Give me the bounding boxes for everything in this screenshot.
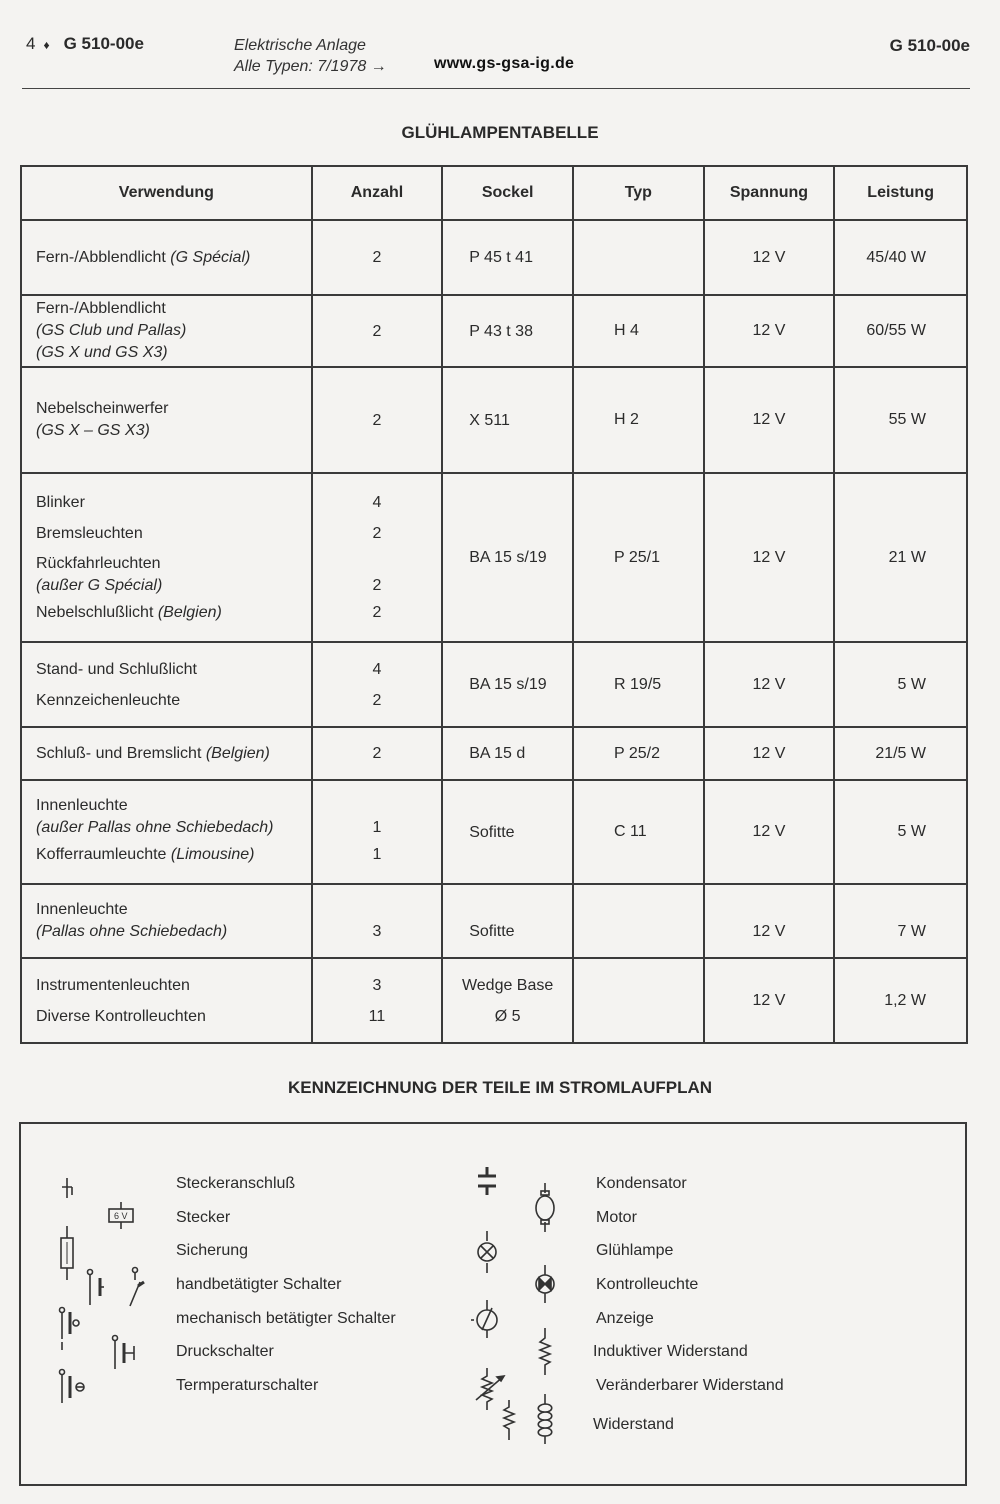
count-value: 2 [372, 604, 382, 621]
use-text: Nebelscheinwerfer [36, 400, 169, 417]
capacitor-icon [478, 1167, 496, 1195]
use-text: Kofferraumleuchte [36, 845, 171, 863]
count-value: 3 [372, 976, 382, 994]
sockel-value: BA 15 s/19 [469, 676, 547, 693]
count-value: 2 [372, 525, 382, 542]
cell-spannung: 12 V [704, 473, 835, 642]
use-note: (GS Club und Pallas) [36, 322, 187, 339]
plug-connection-icon [62, 1178, 72, 1198]
use-text: Fern-/Abblendlicht [36, 300, 166, 317]
types-line: Alle Typen: 7/1978 → [234, 58, 387, 75]
count-value: 2 [372, 249, 382, 266]
use-text: Blinker [36, 494, 85, 511]
cell-leistung: 21/5 W [834, 727, 967, 780]
cell-typ: H 4 [573, 295, 704, 367]
use-note: (Belgien) [205, 745, 270, 762]
cell-spannung: 12 V [704, 727, 835, 780]
sockel-value: P 45 t 41 [469, 249, 533, 266]
use-note: (Belgien) [157, 604, 222, 621]
cell-typ: R 19/5 [573, 642, 704, 727]
cell-leistung: 5 W [834, 642, 967, 727]
legend-label: Glühlampe [596, 1242, 674, 1259]
use-text: Instrumentenleuchten [36, 976, 190, 994]
manual-switch-icon [88, 1268, 145, 1307]
count-value: 1 [372, 845, 382, 863]
cell-typ: P 25/2 [573, 727, 704, 780]
use-text: Bremsleuchten [36, 525, 143, 542]
variable-resistor-icon [476, 1368, 504, 1410]
legend-label: Sicherung [176, 1242, 249, 1259]
plug-icon [109, 1202, 133, 1229]
legend-label: Stecker [176, 1209, 231, 1226]
use-note: (außer Pallas ohne Schiebedach) [36, 818, 274, 836]
count-value: 2 [372, 745, 382, 762]
legend-label: Anzeige [596, 1310, 654, 1327]
use-note: (Limousine) [170, 845, 255, 863]
legend-label: Termperaturschalter [176, 1377, 319, 1394]
legend-label: handbetätigter Schalter [176, 1276, 342, 1293]
legend-label: mechanisch betätigter Schalter [176, 1310, 396, 1327]
use-text: Diverse Kontrolleuchten [36, 1007, 206, 1025]
use-text: Rückfahrleuchten [36, 555, 161, 572]
count-value: 4 [372, 660, 382, 678]
doc-code-right: G 510-00e [889, 36, 970, 55]
cell-spannung: 12 V [704, 295, 835, 367]
use-text: Stand- und Schlußlicht [36, 660, 197, 678]
col-header: Typ [573, 166, 704, 220]
cell-leistung: 21 W [834, 473, 967, 642]
use-note: (außer G Spécial) [36, 577, 163, 594]
col-header: Sockel [442, 166, 573, 220]
fuse-icon [61, 1226, 73, 1280]
indicator-lamp-icon [536, 1265, 554, 1303]
legend-label: Steckeranschluß [176, 1175, 296, 1192]
legend-label: Kondensator [596, 1175, 687, 1192]
use-note: (GS X und GS X3) [36, 344, 168, 361]
count-value: 1 [372, 818, 382, 836]
motor-icon [536, 1183, 554, 1232]
use-text: Innenleuchte [36, 796, 128, 814]
legend-label: Widerstand [593, 1416, 674, 1433]
lamp-table-title: GLÜHLAMPENTABELLE [401, 123, 599, 142]
use-note: (GS X – GS X3) [36, 422, 150, 439]
gauge-icon [471, 1300, 497, 1338]
cell-typ: P 25/1 [573, 473, 704, 642]
cell-spannung: 12 V [704, 367, 835, 473]
use-text: Nebelschlußlicht [36, 604, 158, 621]
doc-code-left: G 510-00e [63, 34, 144, 53]
use-text: Kennzeichenleuchte [36, 691, 181, 709]
sockel-value: BA 15 s/19 [469, 549, 547, 566]
count-value: 11 [368, 1007, 386, 1025]
use-text: Innenleuchte [36, 901, 128, 918]
col-header: Leistung [834, 166, 967, 220]
col-header: Anzahl [312, 166, 442, 220]
count-value: 4 [372, 494, 382, 511]
section-name: Elektrische Anlage [234, 37, 366, 54]
cell-leistung: 55 W [834, 367, 967, 473]
cell-leistung: 45/40 W [834, 220, 967, 295]
count-value: 3 [372, 922, 382, 940]
cell-leistung: 5 W [834, 780, 967, 884]
use-note: (G Spécial) [170, 249, 251, 266]
sockel-value: BA 15 d [469, 745, 526, 762]
col-header: Spannung [704, 166, 835, 220]
inductive-resistor-icon [540, 1328, 550, 1375]
volt-value: 12 V [752, 922, 786, 940]
bulb-icon [478, 1231, 496, 1273]
power-value: 7 W [897, 922, 926, 940]
count-value: 2 [372, 577, 382, 594]
cell-typ: C 11 [573, 780, 704, 884]
count-value: 2 [372, 411, 382, 429]
legend-title: KENNZEICHNUNG DER TEILE IM STROMLAUFPLAN [287, 1078, 713, 1097]
sockel-value: Sofitte [469, 922, 515, 940]
resistor-icon [504, 1394, 552, 1444]
use-text: Schluß- und Bremslicht [36, 745, 206, 762]
cell-spannung: 12 V [704, 642, 835, 727]
page-number: 4 [26, 34, 36, 53]
sockel-value: Sofitte [469, 823, 515, 841]
cell-typ: H 2 [573, 367, 704, 473]
cell-leistung: 1,2 W [834, 958, 967, 1043]
mechanical-switch-icon [60, 1308, 80, 1351]
website-url[interactable]: www.gs-gsa-ig.de [434, 55, 575, 72]
use-text: Fern-/Abblendlicht [36, 249, 171, 266]
count-value: 2 [372, 691, 382, 709]
legend-label: Motor [596, 1209, 637, 1226]
legend-label: Kontrolleuchte [596, 1276, 699, 1293]
temperature-switch-icon [60, 1370, 85, 1404]
cell-leistung: 60/55 W [834, 295, 967, 367]
col-header: Verwendung [21, 166, 312, 220]
sockel-value: Ø 5 [494, 1007, 521, 1025]
cell-spannung: 12 V [704, 780, 835, 884]
fuse-box-label: 6 V [114, 1211, 128, 1221]
legend-label: Induktiver Widerstand [593, 1343, 748, 1360]
sockel-value: Wedge Base [461, 976, 554, 994]
legend-label: Druckschalter [176, 1343, 274, 1360]
legend-label: Veränderbarer Widerstand [596, 1377, 784, 1394]
sockel-value: P 43 t 38 [469, 322, 533, 340]
cell-spannung: 12 V [704, 958, 835, 1043]
pressure-switch-icon [113, 1336, 135, 1370]
sockel-value: X 511 [469, 411, 510, 429]
count-value: 2 [372, 322, 382, 340]
page-marker-icon: ♦ [43, 38, 50, 52]
cell-spannung: 12 V [704, 220, 835, 295]
use-note: (Pallas ohne Schiebedach) [36, 923, 228, 940]
